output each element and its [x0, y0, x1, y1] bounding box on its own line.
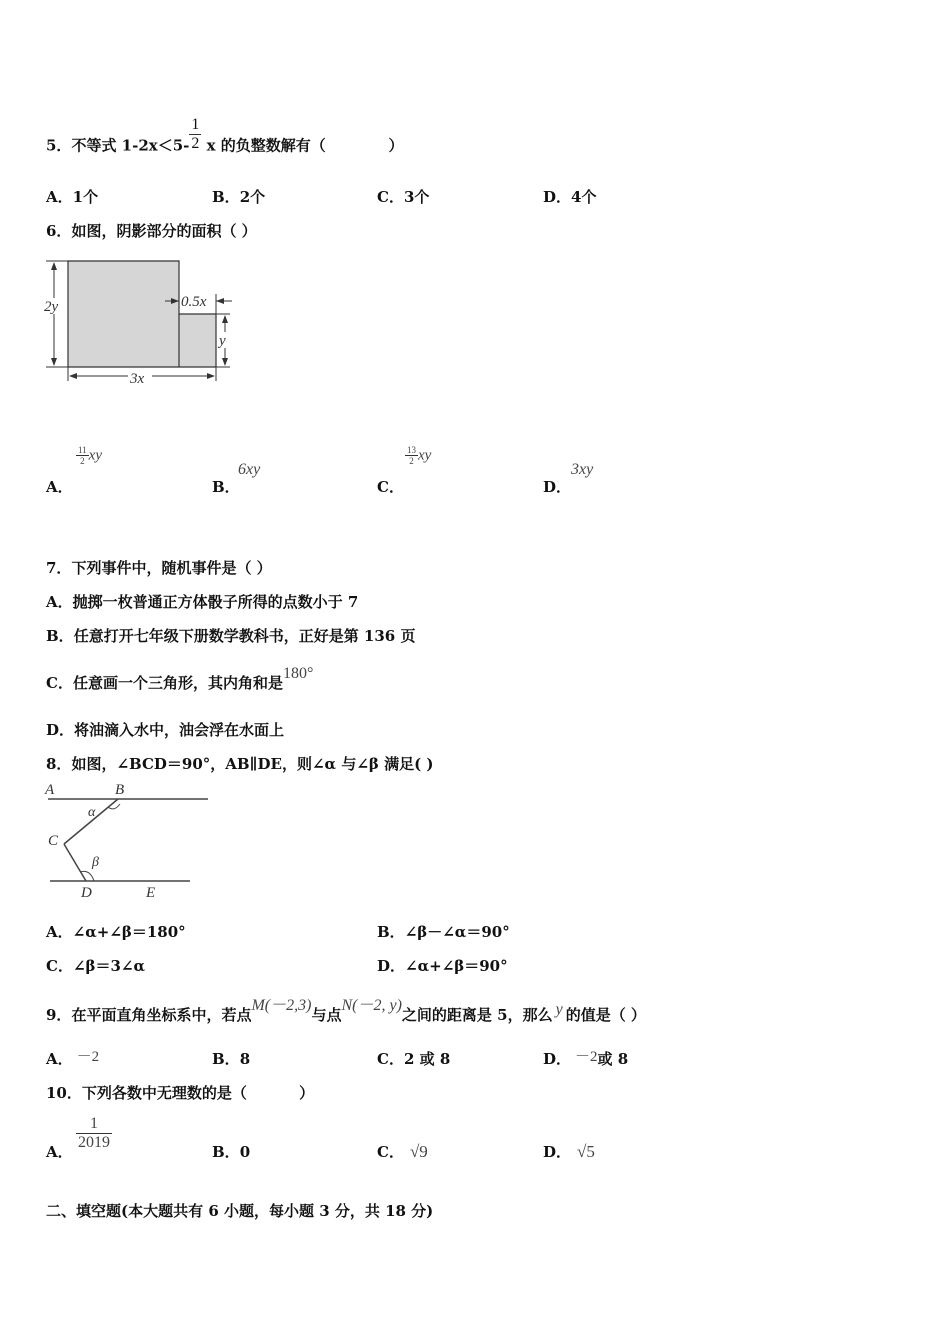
option-label: D．	[543, 188, 572, 206]
q8-stem	[46, 753, 433, 774]
q6-text: 如图，阴影部分的面积（ ）	[71, 222, 257, 240]
q6-option-d[interactable]	[543, 476, 571, 497]
option-text: 2个	[239, 188, 266, 206]
option-text: 任意画一个三角形，其内角和是	[72, 674, 283, 692]
q10-option-a[interactable]	[46, 1141, 73, 1162]
q8-figure	[40, 778, 215, 900]
arrow-head	[222, 315, 228, 323]
q5-option-a[interactable]	[46, 186, 98, 207]
q6-option-b[interactable]	[212, 476, 240, 497]
point-A: A	[45, 782, 55, 798]
q5-text-a: 不等式 1-2x＜5-	[71, 136, 190, 155]
q6-stem	[46, 220, 257, 241]
q5-fraction: $\frac{1}{2}$	[191, 116, 200, 152]
option-label: D．	[543, 478, 572, 496]
option-label: C．	[377, 1050, 404, 1068]
option-label: C．	[377, 188, 404, 206]
option-fraction: $\frac{13}{2}$	[407, 445, 416, 466]
option-text: 0	[239, 1143, 251, 1161]
q10-option-c[interactable]	[377, 1141, 428, 1162]
q10-option-b[interactable]	[212, 1141, 250, 1162]
q6-option-a-math	[76, 445, 102, 466]
q7-option-b[interactable]	[46, 625, 415, 646]
q5-option-c[interactable]	[377, 186, 429, 207]
option-label: D．	[543, 1050, 572, 1068]
label-y: y	[219, 333, 226, 349]
option-label: C．	[377, 1143, 404, 1161]
option-math: √9	[409, 1142, 428, 1161]
q9-option-d[interactable]	[543, 1048, 628, 1069]
option-text: ∠α+∠β＝90°	[405, 957, 508, 975]
q10-stem	[46, 1082, 314, 1103]
q6-number: 6．	[46, 222, 72, 240]
option-text: 1个	[72, 188, 99, 206]
option-label: B．	[212, 1143, 240, 1161]
q9-var-y: y	[555, 1001, 563, 1018]
arrow-head	[216, 298, 224, 304]
option-label: C．	[377, 478, 404, 496]
option-text: 将油滴入水中，油会浮在水面上	[74, 721, 285, 739]
option-label: D．	[46, 721, 75, 739]
option-label: B．	[377, 923, 405, 941]
label-2y: 2y	[44, 299, 59, 315]
q7-stem	[46, 557, 272, 578]
option-text: ∠β－∠α＝90°	[404, 923, 510, 941]
option-math: －2	[575, 1049, 598, 1065]
point-C: C	[48, 833, 59, 849]
q5-option-d[interactable]	[543, 186, 596, 207]
q5-stem	[46, 116, 404, 165]
q10-text: 下列各数中无理数的是（	[81, 1084, 247, 1102]
option-label: A．	[46, 1143, 73, 1161]
q9-text-b: 与点	[311, 1006, 342, 1024]
option-label: C．	[46, 674, 73, 692]
label-alpha: α	[88, 805, 96, 820]
option-math: 180°	[282, 665, 314, 682]
arrow-head	[51, 262, 57, 270]
q5-close: ）	[388, 136, 404, 155]
q8-option-a[interactable]	[46, 921, 186, 942]
q10-option-d[interactable]	[543, 1141, 595, 1162]
arrow-head	[207, 373, 215, 379]
label-beta: β	[92, 855, 99, 870]
q5-number: 5．	[46, 136, 72, 155]
option-text: 3个	[403, 188, 430, 206]
section-2-title: 二、填空题(本大题共有 6 小题，每小题 3 分，共 18 分)	[46, 1202, 434, 1220]
angle-beta-arc	[80, 871, 94, 881]
q8-text: 如图，∠BCD＝90°，AB∥DE，则∠α 与∠β 满足( )	[71, 755, 434, 773]
option-text: 任意打开七年级下册数学教科书，正好是第 136 页	[73, 627, 416, 645]
option-fraction: $\frac{1}{2019}$	[78, 1115, 110, 1151]
q9-text-d: 的值是（ ）	[565, 1006, 646, 1024]
q10-number: 10．	[46, 1084, 82, 1102]
label-3x: 3x	[130, 371, 145, 387]
q9-text-a: 在平面直角坐标系中，若点	[71, 1006, 252, 1024]
option-expr: xy	[418, 447, 432, 464]
option-label: B．	[46, 627, 74, 645]
point-B: B	[115, 782, 125, 798]
q8-option-c[interactable]	[46, 955, 145, 976]
q5-option-b[interactable]	[212, 186, 265, 207]
option-text: 2 或 8	[403, 1050, 451, 1068]
q6-option-d-math: 3xy	[571, 461, 594, 478]
q9-option-a[interactable]	[46, 1048, 99, 1069]
option-expr: xy	[88, 447, 102, 464]
option-label: A．	[46, 188, 73, 206]
q9-stem	[46, 997, 646, 1025]
q9-point-m: M(－2,3)	[251, 997, 312, 1014]
q10-blank	[247, 1084, 299, 1102]
arrow-head	[51, 358, 57, 366]
option-math: √5	[577, 1142, 595, 1161]
option-label: A．	[46, 478, 73, 496]
option-text: 抛掷一枚普通正方体骰子所得的点数小于 7	[72, 593, 359, 611]
option-text: 4个	[571, 188, 597, 206]
option-label: C．	[46, 957, 73, 975]
q8-option-b[interactable]	[377, 921, 510, 942]
q8-number: 8．	[46, 755, 72, 773]
shaded-region	[68, 261, 216, 367]
q7-option-d[interactable]	[46, 719, 284, 740]
q9-option-b[interactable]	[212, 1048, 250, 1069]
q6-option-c-math	[405, 445, 431, 466]
q6-figure	[40, 250, 240, 390]
arrow-head	[222, 358, 228, 366]
option-text: ∠β＝3∠α	[72, 957, 146, 975]
option-fraction: $\frac{11}{2}$	[78, 445, 87, 466]
segment-CD	[64, 844, 86, 881]
q9-number: 9．	[46, 1006, 72, 1024]
q7-option-a[interactable]	[46, 591, 358, 612]
q10-option-a-math	[76, 1115, 112, 1152]
option-text: 8	[239, 1050, 251, 1068]
point-E: E	[146, 885, 156, 900]
option-math: －2	[76, 1049, 100, 1065]
q9-option-c[interactable]	[377, 1048, 450, 1069]
q9-point-n: N(－2, y)	[341, 997, 402, 1014]
option-label: A．	[46, 593, 73, 611]
option-label: D．	[377, 957, 406, 975]
option-label: A．	[46, 923, 73, 941]
option-label: B．	[212, 1050, 240, 1068]
label-0.5x: 0.5x	[181, 294, 207, 310]
option-text: ∠α+∠β＝180°	[72, 923, 186, 941]
q9-text-c: 之间的距离是 5，那么	[401, 1006, 553, 1024]
point-D: D	[81, 885, 92, 900]
q5-text-b: x 的负整数解有（	[201, 136, 326, 155]
q8-option-d[interactable]	[377, 955, 508, 976]
option-label: B．	[212, 188, 240, 206]
q6-option-a[interactable]	[46, 476, 73, 497]
arrow-head	[69, 373, 77, 379]
q7-text: 下列事件中，随机事件是（ ）	[71, 559, 272, 577]
option-label: A．	[46, 1050, 73, 1068]
q7-option-c[interactable]	[46, 665, 314, 693]
q6-option-c[interactable]	[377, 476, 404, 497]
option-label: B．	[212, 478, 240, 496]
option-text: 或 8	[597, 1050, 629, 1068]
q5-blank	[326, 137, 389, 155]
q6-option-b-math: 6xy	[238, 461, 261, 478]
option-label: D．	[543, 1143, 572, 1161]
q7-number: 7．	[46, 559, 72, 577]
q10-close: ）	[299, 1084, 315, 1102]
